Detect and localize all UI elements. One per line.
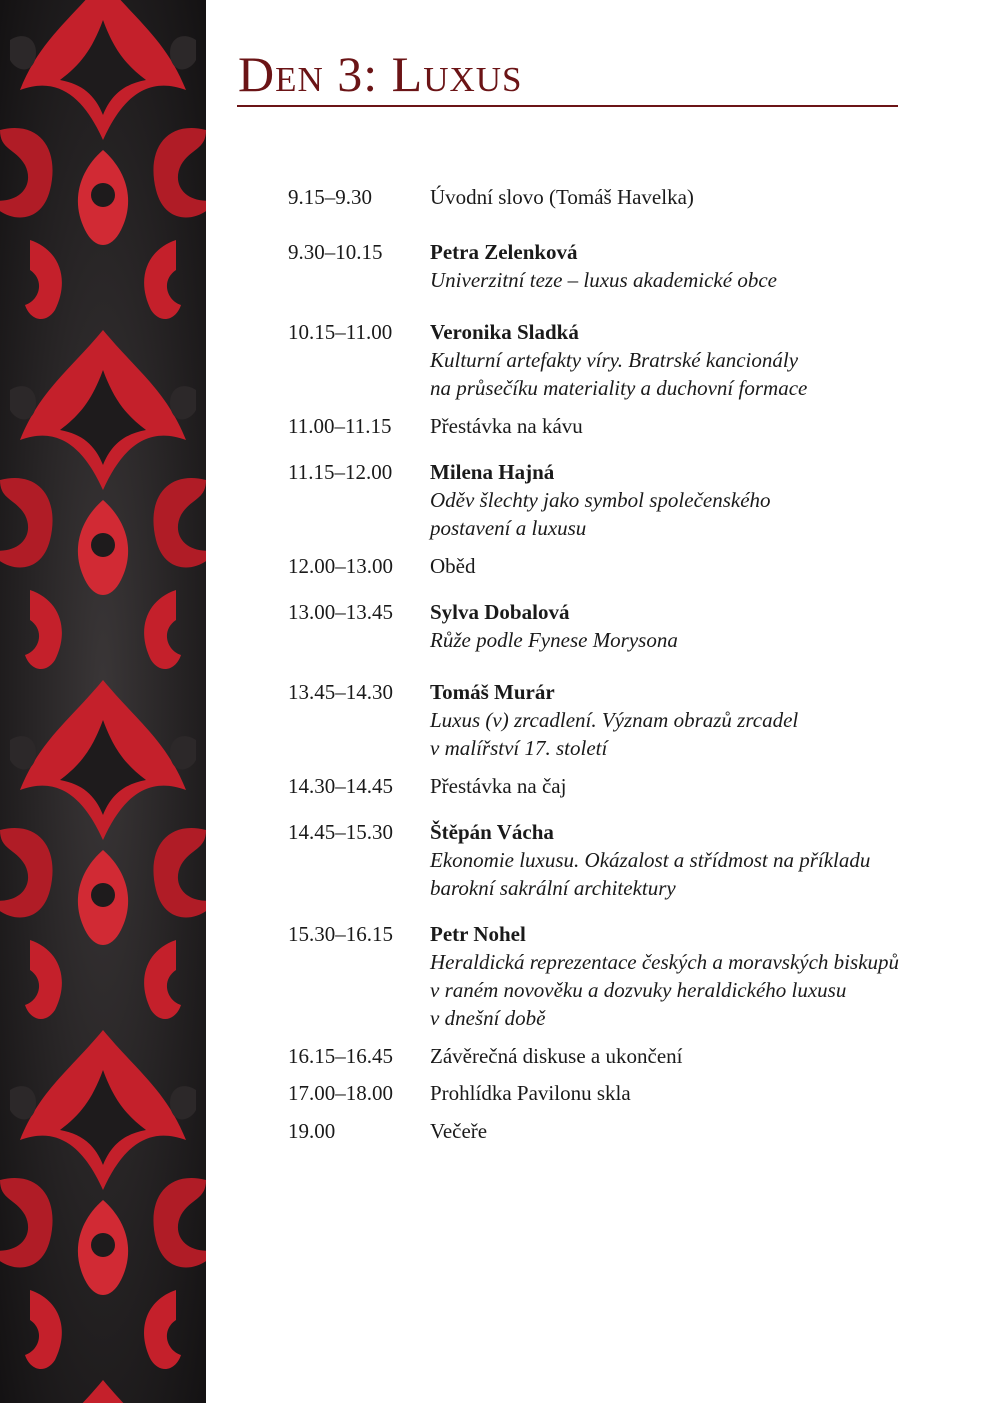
speaker-name: Tomáš Murár: [430, 680, 555, 704]
time-slot: 10.15–11.00: [288, 320, 393, 344]
schedule-row: [288, 598, 908, 654]
schedule-row: [288, 772, 908, 800]
speaker-name: Milena Hajná: [430, 460, 555, 484]
event-label: Večeře: [430, 1119, 488, 1143]
schedule-row: [288, 1117, 908, 1145]
event-label: Závěrečná diskuse a ukončení: [430, 1044, 683, 1068]
title-divider: [237, 105, 898, 107]
event-label: Přestávka na čaj: [430, 774, 567, 798]
time-slot: 9.15–9.30: [288, 185, 372, 209]
talk-title: Kulturní artefakty víry. Bratrské kancionály na průsečíku materiality a duchovní formace: [430, 348, 808, 400]
talk-title: Univerzitní teze – luxus akademické obce: [430, 268, 777, 292]
talk-title: Růže podle Fynese Morysona: [430, 628, 678, 652]
schedule-row: [288, 678, 908, 762]
schedule-row: [288, 183, 908, 211]
time-slot: 14.30–14.45: [288, 774, 393, 798]
time-slot: 17.00–18.00: [288, 1081, 393, 1105]
event-label: Oběd: [430, 554, 476, 578]
speaker-name: Veronika Sladká: [430, 320, 579, 344]
speaker-name: Petra Zelenková: [430, 240, 578, 264]
event-label: Přestávka na kávu: [430, 414, 583, 438]
schedule-row: [288, 1079, 908, 1107]
schedule-row: [288, 1042, 908, 1070]
schedule-row: [288, 458, 908, 542]
talk-title: Heraldická reprezentace českých a moravských biskupů v raném novověku a dozvuky heraldického luxusu v dnešní době: [430, 950, 900, 1030]
schedule-row: [288, 920, 908, 1032]
time-slot: 16.15–16.45: [288, 1044, 393, 1068]
time-slot: 14.45–15.30: [288, 820, 393, 844]
page-title: Den 3: Luxus: [238, 46, 523, 102]
schedule-list: [288, 183, 908, 1145]
talk-title: Ekonomie luxusu. Okázalost a střídmost na příkladu barokní sakrální architektury: [430, 848, 871, 900]
schedule-row: [288, 818, 908, 902]
talk-title: Luxus (v) zrcadlení. Význam obrazů zrcadel v malířství 17. století: [430, 708, 799, 760]
schedule-row: [288, 318, 908, 402]
time-slot: 12.00–13.00: [288, 554, 393, 578]
event-label: Úvodní slovo (Tomáš Havelka): [430, 185, 694, 209]
speaker-name: Štěpán Vácha: [430, 820, 554, 844]
schedule-row: [288, 238, 908, 294]
schedule-row: [288, 552, 908, 580]
time-slot: 15.30–16.15: [288, 922, 393, 946]
time-slot: 11.00–11.15: [288, 414, 392, 438]
time-slot: 11.15–12.00: [288, 460, 393, 484]
speaker-name: Petr Nohel: [430, 922, 526, 946]
talk-title: Oděv šlechty jako symbol společenského postavení a luxusu: [430, 488, 771, 540]
time-slot: 9.30–10.15: [288, 240, 383, 264]
speaker-name: Sylva Dobalová: [430, 600, 570, 624]
time-slot: 13.00–13.45: [288, 600, 393, 624]
damask-pattern-image: [0, 0, 206, 1403]
time-slot: 13.45–14.30: [288, 680, 393, 704]
schedule-row: [288, 412, 908, 440]
damask-sidebar: [0, 0, 206, 1403]
event-label: Prohlídka Pavilonu skla: [430, 1081, 631, 1105]
time-slot: 19.00: [288, 1119, 336, 1143]
